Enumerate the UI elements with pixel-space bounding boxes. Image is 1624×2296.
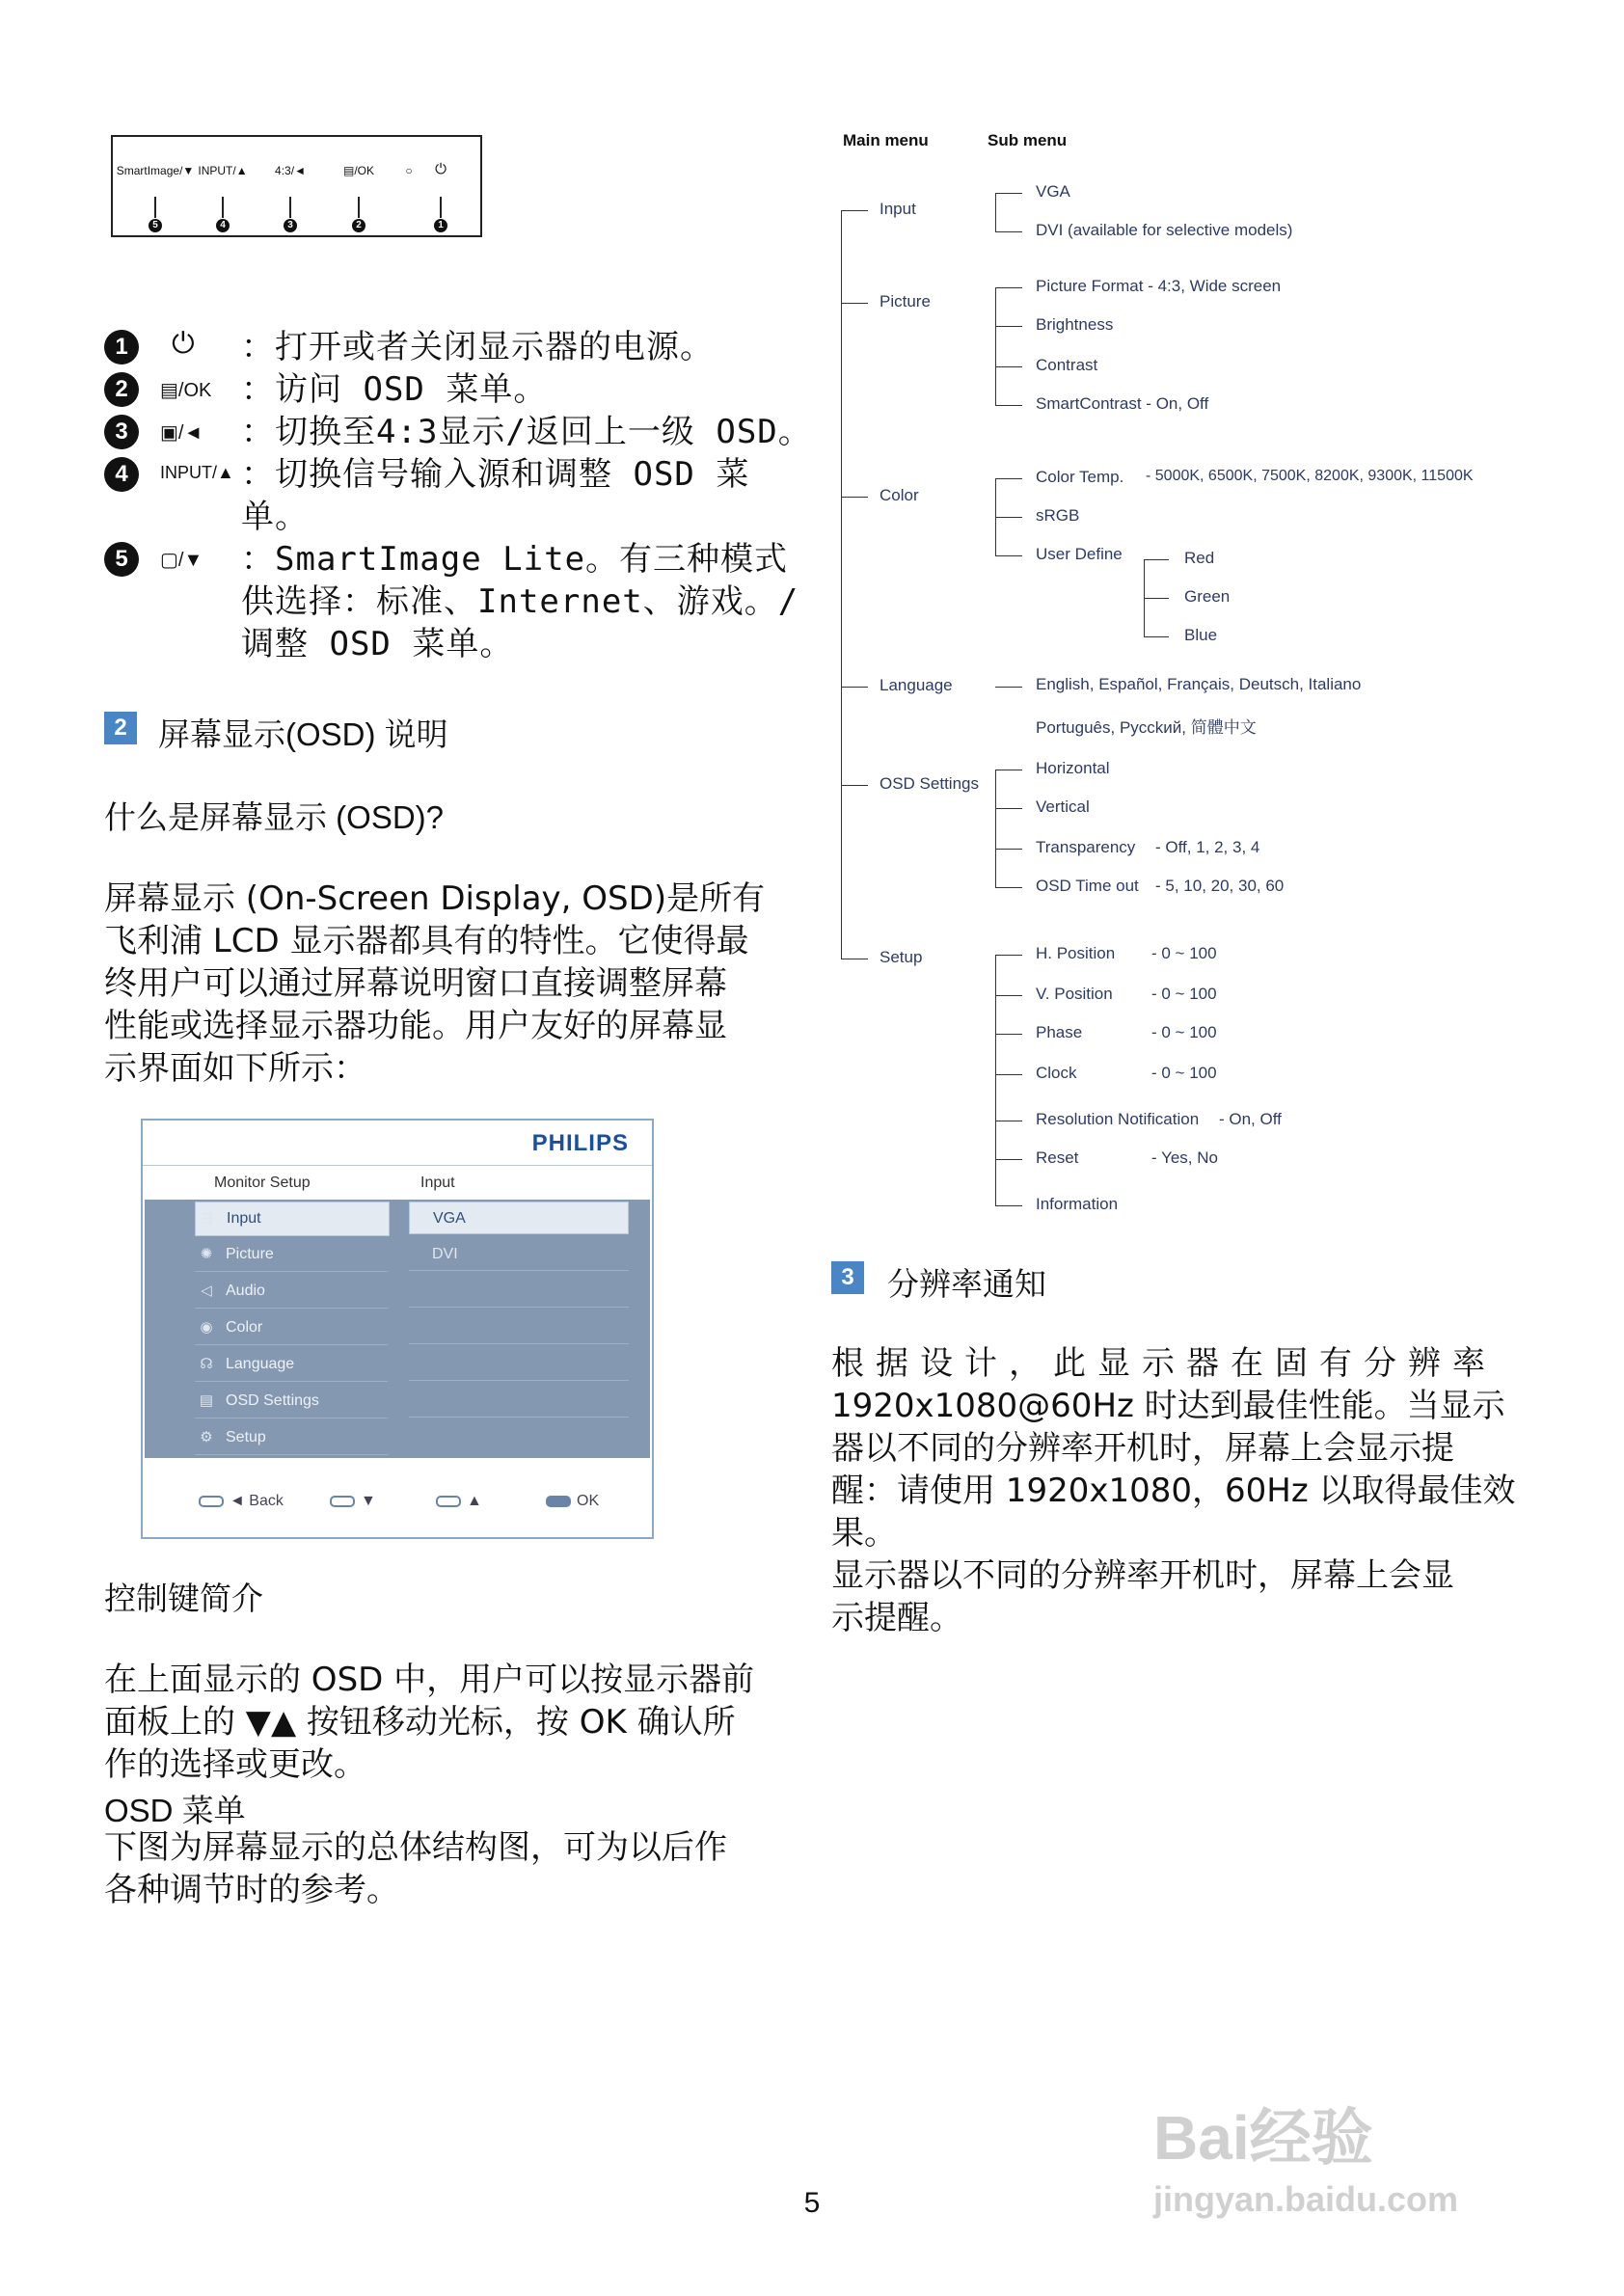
tree-line	[995, 1205, 1022, 1206]
tree-line	[841, 303, 868, 304]
text-line: 下图为屏幕显示的总体结构图，可为以后作	[104, 1828, 727, 1867]
sub-item: H. Position	[1036, 944, 1116, 962]
text-line: 示提醒。	[831, 1599, 962, 1637]
power-icon: ⏻	[172, 328, 195, 360]
legend-text: ：切换信号输入源和调整 OSD 菜单。	[241, 455, 750, 536]
tree-line	[841, 687, 868, 688]
sub-item: Brightness	[1036, 315, 1114, 334]
menu-item-label: Audio	[226, 1283, 265, 1299]
leader-line	[289, 197, 291, 218]
smartimage-button-label: SmartImage/▼	[116, 164, 195, 177]
main-menu-header: Main menu	[843, 131, 929, 149]
sub-item: Clock	[1036, 1064, 1077, 1082]
legend-text: ：SmartImage Lite。有三种模式供选择：标准、Internet、游戏。/调整 OSD 菜单。	[241, 540, 799, 663]
sub-item: Reset	[1036, 1148, 1079, 1167]
tree-line	[995, 555, 1022, 556]
color-temp-values: - 5000K, 6500K, 7500K, 8200K, 9300K, 11500K	[1146, 468, 1474, 484]
sub-item: Resolution Notification	[1036, 1110, 1200, 1128]
osd-submenu-empty	[409, 1385, 629, 1418]
main-item-color: Color	[880, 486, 919, 504]
text-line: 终用户可以通过屏幕说明窗口直接调整屏幕	[104, 964, 727, 1003]
osd-menu-item-language[interactable]	[195, 1348, 388, 1382]
input-button-label: INPUT/▲	[198, 164, 248, 177]
tree-line	[995, 955, 996, 1205]
tree-line	[995, 1034, 1022, 1035]
section-number: 3	[831, 1261, 864, 1294]
number-badge: 5	[104, 542, 139, 577]
leader-line	[222, 197, 224, 218]
text-line: 各种调节时的参考。	[104, 1871, 399, 1909]
controls-heading: 控制键简介	[104, 1580, 263, 1616]
tree-line	[995, 808, 1022, 809]
osd-screenshot	[141, 1119, 654, 1539]
tree-line	[995, 517, 1022, 518]
sub-item: VGA	[1036, 182, 1070, 201]
sub-item-values: - On, Off	[1219, 1110, 1282, 1128]
picture-icon: ✺	[200, 1246, 213, 1262]
setup-icon: ⚙	[200, 1429, 213, 1445]
osd-menu-item-input[interactable]	[195, 1202, 390, 1236]
button-shape	[199, 1496, 224, 1507]
tree-line	[841, 210, 868, 211]
sub-sub-item: Blue	[1184, 626, 1218, 644]
color-icon: ◉	[200, 1319, 213, 1336]
tree-line	[1144, 559, 1169, 560]
text-line: 器以不同的分辨率开机时，屏幕上会显示提	[831, 1429, 1454, 1468]
osd-menu-body	[145, 1200, 650, 1458]
watermark-url: jingyan.baidu.com	[1153, 2179, 1459, 2219]
resolution-description	[831, 1342, 1526, 1639]
number-badge: 2	[104, 372, 139, 407]
sub-item-values: - 0 ~ 100	[1151, 944, 1217, 962]
osd-description	[104, 878, 798, 1090]
button-shape	[436, 1496, 461, 1507]
tree-line	[995, 1159, 1022, 1160]
main-item-picture: Picture	[880, 292, 931, 311]
menu-item-label: Picture	[226, 1246, 274, 1262]
button-shape	[546, 1496, 571, 1507]
leader-line	[358, 197, 360, 218]
tree-line	[995, 326, 1022, 327]
input-up-key: INPUT/▲	[160, 463, 234, 482]
sub-sub-item: Red	[1184, 549, 1215, 567]
osd-column-title: Monitor Setup	[214, 1175, 311, 1191]
osd-menu-item-osd-settings[interactable]	[195, 1385, 388, 1418]
text-line: 性能或选择显示器功能。用户友好的屏幕显	[104, 1007, 727, 1045]
main-item-osd-settings: OSD Settings	[880, 774, 979, 793]
number-badge: 1	[434, 219, 447, 232]
tree-line	[995, 955, 1022, 956]
legend-text: ：切换至4:3显示/返回上一级 OSD。	[241, 413, 812, 451]
sub-item: Português, Pycckий, 简體中文	[1036, 718, 1257, 737]
tree-line	[995, 687, 1022, 688]
down-button[interactable]: ▼	[330, 1493, 376, 1510]
osd-submenu-empty	[409, 1348, 629, 1381]
tree-line	[995, 770, 996, 887]
front-panel-diagram	[111, 135, 482, 237]
legend-text: ：打开或者关闭显示器的电源。	[241, 328, 714, 366]
number-badge: 2	[352, 219, 365, 232]
menu-item-label: Color	[226, 1319, 263, 1336]
tree-line	[995, 995, 1022, 996]
tree-line	[841, 210, 842, 959]
sub-item-values: - Off, 1, 2, 3, 4	[1155, 838, 1260, 856]
osd-menu-description	[104, 1826, 798, 1911]
osd-menu-item-color[interactable]	[195, 1311, 388, 1345]
sub-sub-item: Green	[1184, 587, 1231, 606]
tree-line	[995, 1074, 1022, 1075]
text-line: 1920x1080@60Hz 时达到最佳性能。当显示	[831, 1387, 1505, 1425]
page-number: 5	[803, 2187, 821, 2219]
main-item-setup: Setup	[880, 948, 923, 966]
sub-item: Information	[1036, 1195, 1119, 1213]
sub-item: V. Position	[1036, 985, 1113, 1003]
osd-menu-item-picture[interactable]	[195, 1238, 388, 1272]
menu-button-label: ▤/OK	[342, 164, 375, 177]
sub-item-values: - 0 ~ 100	[1151, 1023, 1217, 1041]
philips-logo: PHILIPS	[531, 1130, 629, 1156]
format-back-key: ▣/◄	[160, 422, 203, 444]
menu-ok-key: ▤/OK	[160, 380, 212, 401]
osd-nav-bar	[143, 1458, 652, 1537]
sub-item: Picture Format - 4:3, Wide screen	[1036, 277, 1282, 295]
power-led-icon: ○	[405, 164, 413, 177]
section-number: 2	[104, 712, 137, 744]
text-line: 屏幕显示 (On-Screen Display, OSD)是所有	[104, 879, 766, 918]
osd-submenu-item-vga[interactable]: VGA	[409, 1202, 629, 1234]
legend-text: ：访问 OSD 菜单。	[241, 370, 548, 409]
osd-submenu-item-dvi[interactable]: DVI	[409, 1238, 629, 1271]
tree-line	[995, 231, 1022, 232]
text-line: 面板上的 ▼▲ 按钮移动光标，按 OK 确认所	[104, 1703, 736, 1742]
sub-item: Color Temp.	[1036, 468, 1124, 486]
tree-line	[995, 405, 1022, 406]
watermark-logo: Bai经验	[1153, 2103, 1373, 2173]
tree-line	[841, 785, 868, 786]
text-line: 飞利浦 LCD 显示器都具有的特性。它使得最	[104, 922, 749, 960]
input-icon: ⇶	[201, 1210, 214, 1227]
tree-line	[995, 193, 1022, 194]
menu-item-label: OSD Settings	[226, 1392, 319, 1409]
language-icon: ☊	[200, 1356, 213, 1372]
text-line: 果。	[831, 1514, 897, 1553]
tree-line	[995, 366, 1022, 367]
number-badge: 4	[216, 219, 230, 232]
sub-item-values: - 0 ~ 100	[1151, 1064, 1217, 1082]
controls-description	[104, 1659, 798, 1786]
tree-line	[995, 849, 1022, 850]
menu-item-label: Setup	[226, 1429, 266, 1445]
up-button[interactable]: ▲	[436, 1493, 482, 1510]
sub-item-values: - 0 ~ 100	[1151, 985, 1217, 1003]
button-shape	[330, 1496, 355, 1507]
sub-item: OSD Time out	[1036, 877, 1139, 895]
tree-line	[995, 478, 1022, 479]
osd-settings-icon: ▤	[199, 1392, 214, 1409]
tree-line	[995, 887, 1022, 888]
sub-menu-header: Sub menu	[988, 131, 1068, 149]
smartimage-down-key: ▢/▼	[160, 550, 203, 571]
ok-button[interactable]: OK	[546, 1493, 599, 1510]
main-item-input: Input	[880, 200, 916, 218]
osd-column-title: Input	[420, 1175, 455, 1191]
menu-item-label: Language	[226, 1356, 295, 1372]
tree-line	[1144, 598, 1169, 599]
sub-item: English, Español, Français, Deutsch, Italiano	[1036, 675, 1362, 693]
number-badge: 5	[149, 219, 162, 232]
leader-line	[440, 197, 442, 218]
question-heading: 什么是屏幕显示 (OSD)?	[104, 799, 445, 835]
sub-item-values: - 5, 10, 20, 30, 60	[1155, 877, 1285, 895]
number-badge: 3	[284, 219, 297, 232]
osd-menu-item-audio[interactable]	[195, 1275, 388, 1309]
text-line: 作的选择或更改。	[104, 1745, 366, 1784]
sub-item: User Define	[1036, 545, 1123, 563]
number-badge: 1	[104, 330, 139, 365]
section-title: 分辨率通知	[887, 1266, 1046, 1302]
divider	[143, 1165, 652, 1166]
tree-line	[995, 287, 1022, 288]
sub-item: DVI (available for selective models)	[1036, 221, 1293, 239]
number-badge: 4	[104, 457, 139, 492]
audio-icon: ◁	[201, 1283, 212, 1299]
tree-line	[995, 287, 996, 405]
text-line: 醒：请使用 1920x1080，60Hz 以取得最佳效	[831, 1472, 1516, 1510]
sub-item: Horizontal	[1036, 759, 1110, 777]
sub-item: Vertical	[1036, 797, 1090, 816]
number-badge: 3	[104, 415, 139, 449]
back-button[interactable]: ◄ Back	[199, 1493, 284, 1510]
sub-item: Contrast	[1036, 356, 1098, 374]
menu-item-label: Input	[227, 1210, 261, 1227]
text-line: 根据设计，此显示器在固有分辨率	[831, 1344, 1497, 1383]
sub-item-values: - Yes, No	[1151, 1148, 1218, 1167]
power-icon: ⏻	[435, 161, 447, 177]
text-line: 在上面显示的 OSD 中，用户可以按显示器前	[104, 1661, 755, 1699]
format-button-label: 4:3/◄	[275, 164, 306, 177]
text-line: 显示器以不同的分辨率开机时，屏幕上会显	[831, 1556, 1454, 1595]
sub-item: sRGB	[1036, 506, 1080, 525]
tree-line	[1144, 636, 1169, 637]
osd-menu-heading: OSD 菜单	[104, 1793, 246, 1828]
sub-item: Transparency	[1036, 838, 1136, 856]
sub-item: Phase	[1036, 1023, 1083, 1041]
text-line: 示界面如下所示：	[104, 1049, 366, 1088]
tree-line	[995, 193, 996, 231]
leader-line	[154, 197, 156, 218]
main-item-language: Language	[880, 676, 953, 694]
osd-menu-item-setup[interactable]	[195, 1421, 388, 1455]
osd-submenu-empty	[409, 1311, 629, 1344]
sub-item: SmartContrast - On, Off	[1036, 394, 1209, 413]
osd-submenu-empty	[409, 1275, 629, 1308]
tree-line	[841, 497, 868, 498]
section-title: 屏幕显示(OSD) 说明	[158, 716, 448, 752]
